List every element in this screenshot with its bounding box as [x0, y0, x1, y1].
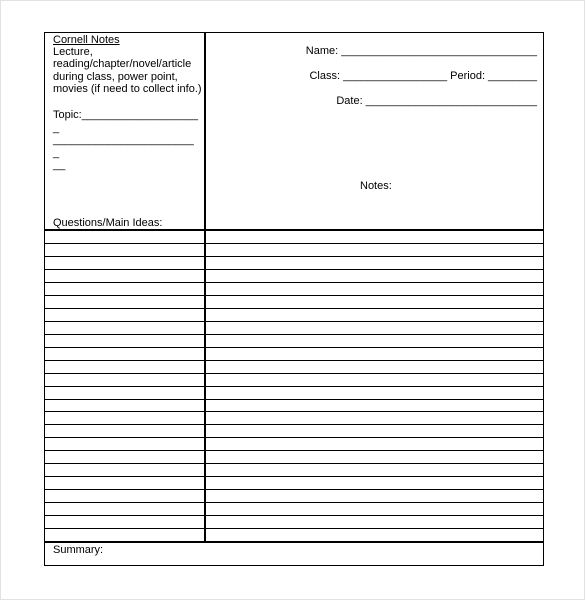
note-line: [45, 373, 543, 374]
topic-field: Topic:____________________ ________________________ __: [53, 109, 198, 171]
note-line: [45, 399, 543, 400]
note-line: [45, 321, 543, 322]
note-line: [45, 360, 543, 361]
summary-label: Summary:: [53, 544, 104, 556]
note-line: [45, 502, 543, 503]
cornell-notes-sheet: [44, 32, 544, 566]
questions-main-ideas-label: Questions/Main Ideas:: [53, 217, 163, 229]
note-line: [45, 243, 543, 244]
note-line: [45, 437, 543, 438]
class-period-field: Class: _________________ Period: ________: [309, 70, 537, 82]
note-line: [45, 282, 543, 283]
notes-label: Notes:: [360, 180, 392, 192]
note-line: [45, 515, 543, 516]
cornell-notes-title: Cornell Notes: [53, 34, 120, 46]
note-line: [45, 528, 543, 529]
note-line: [45, 386, 543, 387]
note-line: [45, 347, 543, 348]
note-line: [45, 334, 543, 335]
note-line: [45, 308, 543, 309]
note-line: [45, 489, 543, 490]
description-text: Lecture, reading/chapter/novel/article during class, power point, movies (if need to collect info.): [53, 46, 202, 95]
date-field: Date: ____________________________: [336, 95, 537, 107]
note-line: [45, 476, 543, 477]
name-field: Name: ________________________________: [305, 45, 537, 57]
summary-divider: [45, 541, 543, 543]
note-lines: [45, 230, 543, 541]
note-line: [45, 463, 543, 464]
note-line: [45, 256, 543, 257]
note-line: [45, 450, 543, 451]
note-line: [45, 269, 543, 270]
note-line: [45, 424, 543, 425]
note-line: [45, 295, 543, 296]
note-line: [45, 411, 543, 412]
header-info: [53, 34, 203, 95]
